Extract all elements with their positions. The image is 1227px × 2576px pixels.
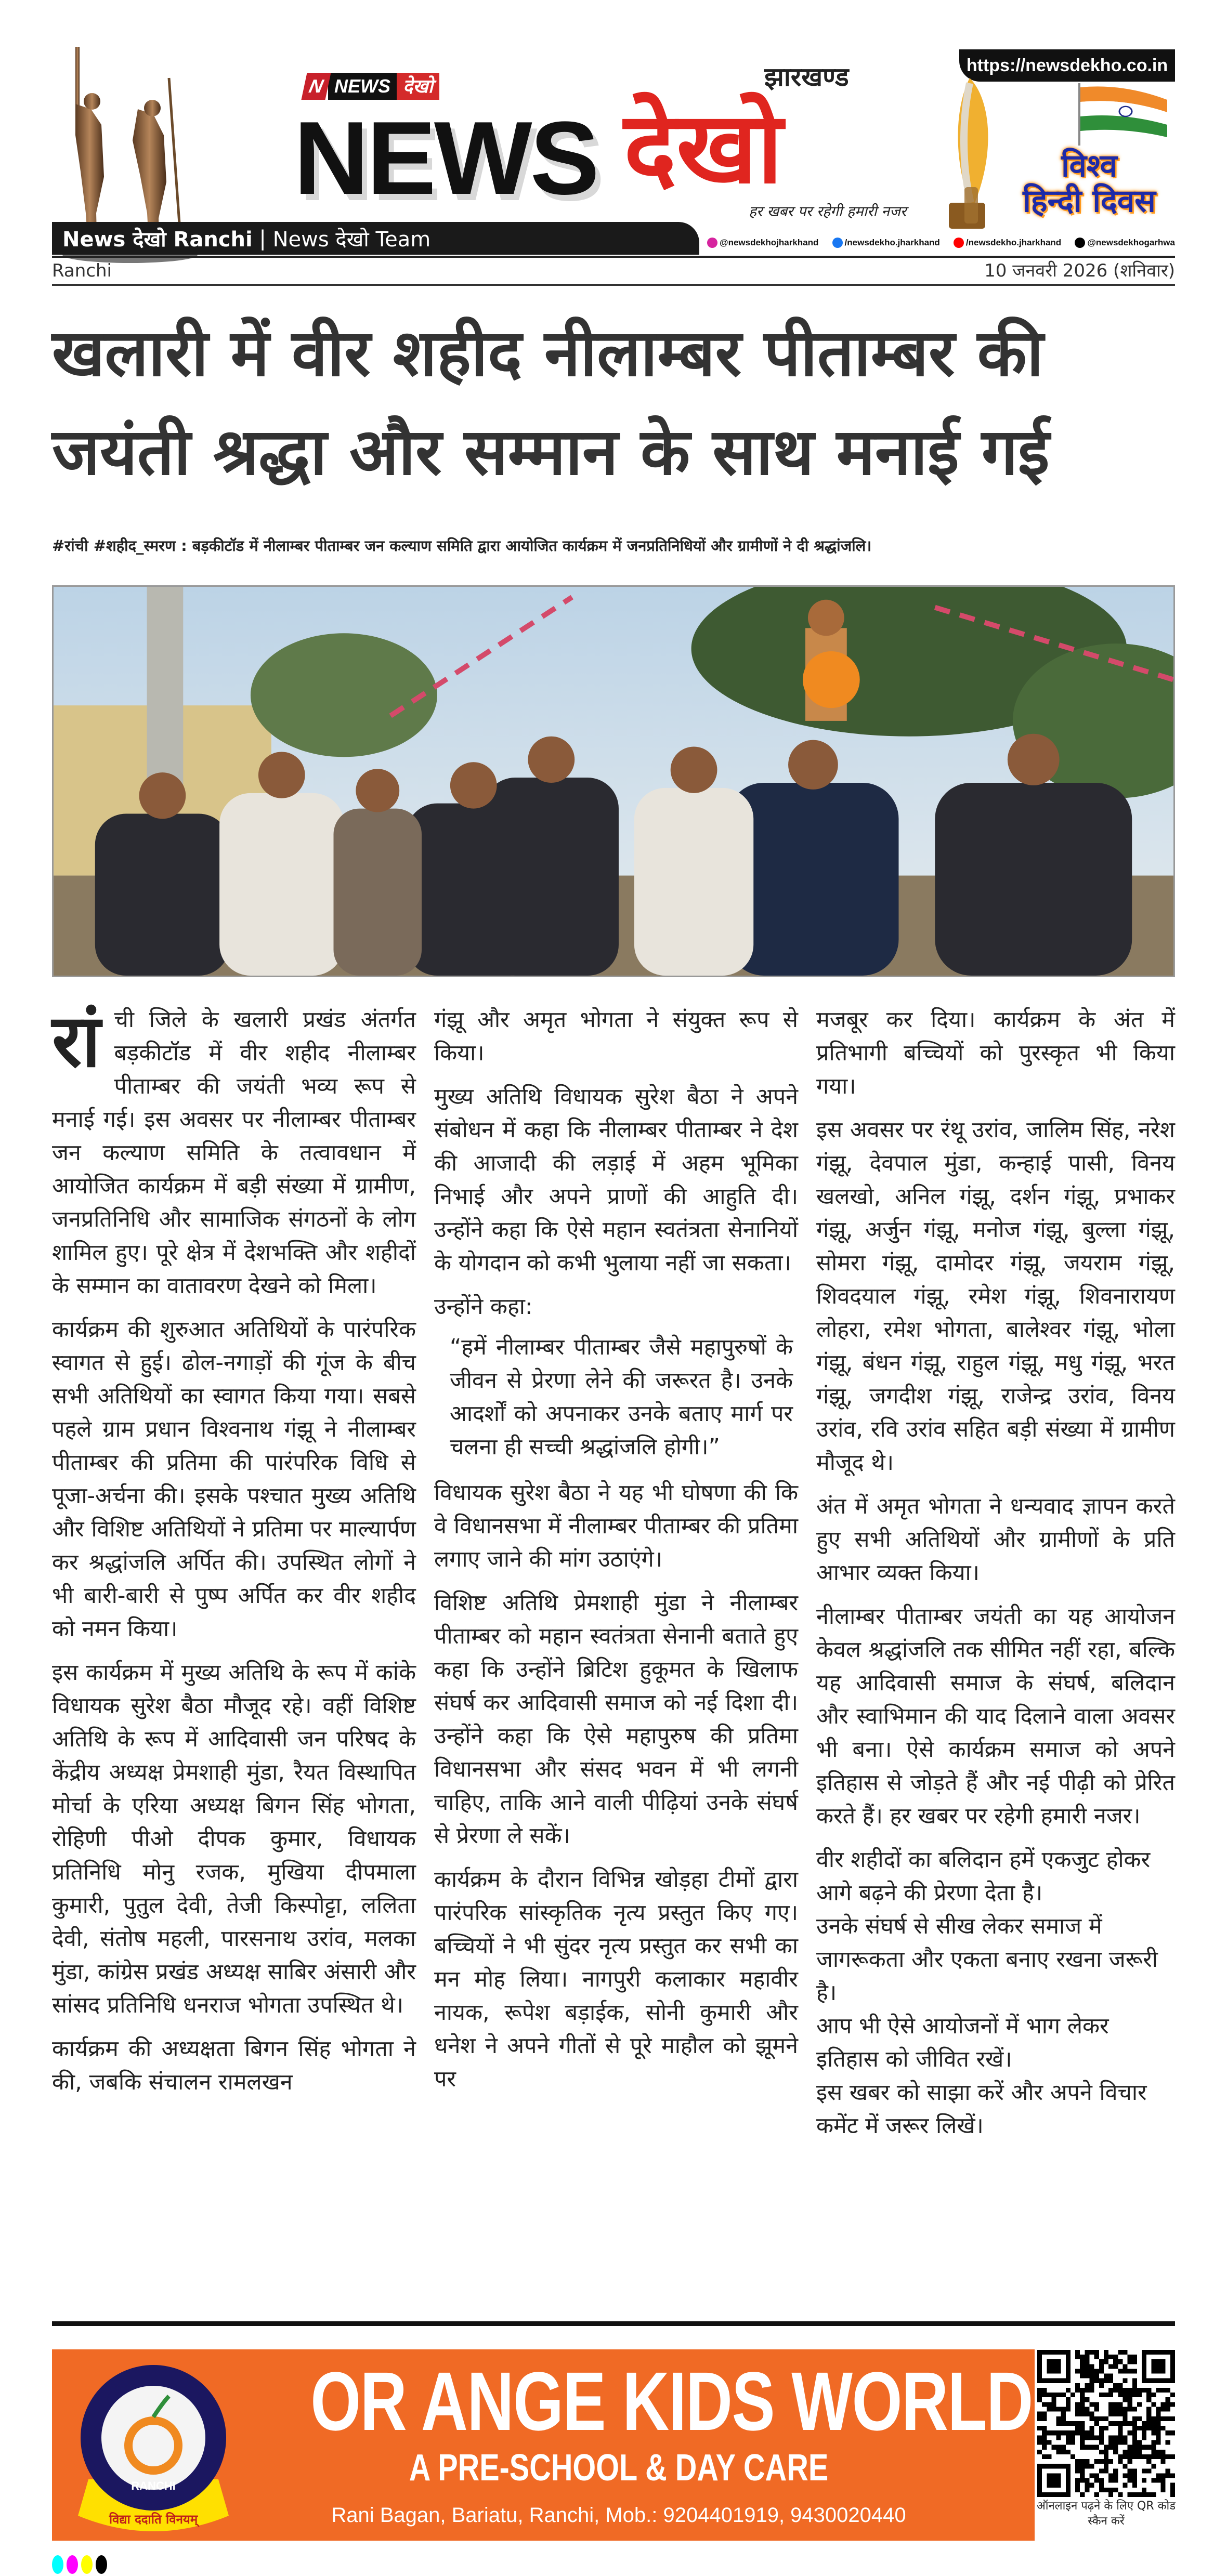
headline-line: जयंती श्रद्धा और सम्मान के साथ मनाई गई xyxy=(52,415,1050,490)
social-handle: /newsdekho.jharkhand xyxy=(844,238,940,247)
ad-title: OR ANGE KIDS WORLD xyxy=(310,2355,1033,2448)
vishwa-hindi-diwas-badge xyxy=(1003,148,1175,219)
magenta-mark xyxy=(67,2555,78,2574)
closing-line: उनके संघर्ष से सीख लेकर समाज में जागरूकता और एकता बनाए रखना जरूरी है। xyxy=(816,1913,1158,2006)
article-column-3 xyxy=(816,1003,1175,2143)
youtube-icon xyxy=(954,238,964,248)
headline-line: खलारी में वीर शहीद नीलाम्बर पीताम्बर की xyxy=(52,316,1043,391)
article-paragraph: कार्यक्रम के दौरान विभिन्न खोड़हा टीमों द्वारा पारंपरिक सांस्कृतिक नृत्य प्रस्तुत किए गए। बच्चियों ने भी सुंदर नृत्य प्रस्तुत कर सभी का मन मोह लिया। नागपुरी कलाकार महावीर नायक, रूपेश बड़ाईक, सोनी कुमारी और धनेश ने अपने गीतों से पूरे माहौल को झूमने पर xyxy=(434,1867,798,2092)
social-instagram[interactable] xyxy=(707,236,818,249)
social-facebook[interactable] xyxy=(832,236,940,249)
logo-news-text: NEWS xyxy=(294,100,597,216)
facebook-icon xyxy=(832,238,843,248)
yellow-mark xyxy=(81,2555,93,2574)
footer-divider xyxy=(52,2321,1175,2326)
badge-n: N xyxy=(301,73,331,100)
article-paragraph xyxy=(52,999,416,1303)
logo-tagline: हर खबर पर रहेगी हमारी नजर xyxy=(749,203,907,220)
article-column-2 xyxy=(434,1003,798,2106)
social-x[interactable] xyxy=(1075,236,1175,249)
article-subheadline: #रांची #शहीद_स्मरण : बड़कीटॉड में नीलाम्बर पीताम्बर जन कल्याण समिति द्वारा आयोजित कार्यक्रम में जनप्रतिनिधियों और ग्रामीणों ने दी श्रद्धांजलि। xyxy=(52,537,872,555)
ad-subtitle: A PRE-SCHOOL & DAY CARE xyxy=(409,2447,829,2489)
paragraph-text: ची जिले के खलारी प्रखंड अंतर्गत बड़कीटॉड में वीर शहीद नीलाम्बर पीताम्बर की जयंती भव्य रूप से मनाई गई। इस अवसर पर नीलाम्बर पीताम्बर जन कल्याण समिति के तत्वावधान में आयोजित कार्यक्रम में बड़ी संख्या में ग्रामीण, जनप्रतिनिधि और सामाजिक संगठनों के लोग शामिल हुए। पूरे क्षेत्र में देशभक्ति और शहीदों के सम्मान का वातावरण देखने को मिला। xyxy=(52,1007,416,1299)
quill-pen-icon xyxy=(938,78,1003,234)
x-icon xyxy=(1075,238,1085,248)
advertisement-banner[interactable] xyxy=(52,2349,1035,2541)
byline-bureau: News देखो Ranchi xyxy=(62,228,253,252)
event-badge-line1: विश्व xyxy=(1061,148,1117,184)
qr-code-image[interactable] xyxy=(1037,2349,1175,2498)
orange-kids-world-logo xyxy=(68,2360,239,2531)
dateline-place: Ranchi xyxy=(52,260,112,281)
black-mark xyxy=(96,2555,107,2574)
drop-cap: रां xyxy=(52,999,101,1084)
print-registration-marks xyxy=(52,2555,107,2574)
website-url-link[interactable]: https://newsdekho.co.in xyxy=(959,49,1175,82)
event-badge-line2: हिन्दी दिवस xyxy=(1023,183,1156,219)
instagram-icon xyxy=(707,238,717,248)
closing-line: वीर शहीदों का बलिदान हमें एकजुट होकर आगे बढ़ने की प्रेरणा देता है। xyxy=(816,1847,1151,1906)
article-paragraph: उन्होंने कहा: xyxy=(434,1294,533,1320)
article-paragraph: इस अवसर पर रंथू उरांव, जालिम सिंह, नरेश गंझू, देवपाल मुंडा, कन्हाई पासी, विनय खलखो, अनिल गंझू, दर्शन गंझू, प्रभाकर गंझू, अर्जुन गंझू, मनोज गंझू, बुल्ला गंझू, सोमरा गंझू, दामोदर गंझू, जयराम गंझू, शिवदयाल गंझू, रमेश गंझू, शिवनारायण लोहरा, रमेश भोगता, बालेश्वर गंझू, भोला गंझू, बंधन गंझू, राहुल गंझू, मधु गंझू, भरत गंझू, जगदीश गंझू, राजेन्द्र उरांव, विनय उरांव, रवि उरांव सहित बड़ी संख्या में ग्रामीण मौजूद थे। xyxy=(816,1117,1175,1476)
byline-separator: | xyxy=(252,226,273,251)
article-headline xyxy=(52,304,1175,502)
social-handle: @newsdekhogarhwa xyxy=(1087,238,1175,247)
article-paragraph: इस कार्यक्रम में मुख्य अतिथि के रूप में कांके विधायक सुरेश बैठा मौजूद रहे। वहीं विशिष्ट अतिथि के रूप में आदिवासी जन परिषद के केंद्रीय अध्यक्ष प्रेमशाही मुंडा, रैयत विस्थापित मोर्चा के एरिया अध्यक्ष बिगन सिंह भोगता, रोहिणी पीओ दीपक कुमार, विधायक प्रतिनिधि मोनु रजक, मुखिया दीपमाला कुमारी, पुतुल देवी, तेजी किस्पोट्टा, ललिता देवी, संतोष महली, पारसनाथ उरांव, मलका मुंडा, कांग्रेस प्रखंड अध्यक्ष साबिर अंसारी और सांसद प्रतिनिधि धनराज भोगता उपस्थित थे। xyxy=(52,1660,416,2018)
dateline-date: 10 जनवरी 2026 (शनिवार) xyxy=(984,260,1175,281)
article-paragraph: कार्यक्रम की शुरुआत अतिथियों के पारंपरिक स्वागत से हुई। ढोल-नगाड़ों की गूंज के बीच सभी अतिथियों का स्वागत किया गया। सबसे पहले ग्राम प्रधान विश्वनाथ गंझू ने नीलाम्बर पीताम्बर की प्रतिमा की पारंपरिक विधि से पूजा-अर्चना की। इसके पश्चात मुख्य अतिथि और विशिष्ट अतिथियों ने प्रतिमा पर माल्यार्पण कर श्रद्धांजलि अर्पित की। उपस्थित लोगों ने भी बारी-बारी से पुष्प अर्पित कर वीर शहीद को नमन किया। xyxy=(52,1317,416,1642)
dateline-divider xyxy=(52,284,1175,286)
newsdekho-small-badge xyxy=(304,73,439,100)
logo-dekho-text: देखो xyxy=(624,90,783,205)
social-youtube[interactable] xyxy=(954,236,1061,249)
byline-team: News देखो Team xyxy=(272,228,431,252)
social-handle: @newsdekhojharkhand xyxy=(720,238,819,247)
article-paragraph: अंत में अमृत भोगता ने धन्यवाद ज्ञापन करते हुए सभी अतिथियों और ग्रामीणों के प्रति आभार व्यक्त किया। xyxy=(816,1493,1175,1586)
closing-line: इस खबर को साझा करें और अपने विचार कमेंट में जरूर लिखें। xyxy=(816,2080,1147,2139)
byline-banner xyxy=(52,222,699,255)
article-paragraph: नीलाम्बर पीताम्बर जयंती का यह आयोजन केवल श्रद्धांजलि तक सीमित नहीं रहा, बल्कि यह आदिवासी समाज के संघर्ष, बलिदान और स्वाभिमान की याद दिलाने वाला अवसर भी बना। ऐसे कार्यक्रम समाज को अपने इतिहास से जोड़ते हैं और नई पीढ़ी को प्रेरित करते हैं। हर खबर पर रहेगी हमारी नजर। xyxy=(816,1604,1175,1829)
india-flag-icon xyxy=(1076,83,1170,146)
article-paragraph: मुख्य अतिथि विधायक सुरेश बैठा ने अपने संबोधन में कहा कि नीलाम्बर पीताम्बर ने देश की आजादी की लड़ाई में अहम भूमिका निभाई और अपने प्राणों की आहुति दी। उन्होंने कहा कि ऐसे महान स्वतंत्रता सेनानियों के योगदान को कभी भुलाया नहीं जा सकता। xyxy=(434,1084,798,1276)
article-quote: “हमें नीलाम्बर पीताम्बर जैसे महापुरुषों के जीवन से प्रेरणा लेने की जरूरत है। उनके आदर्शों को अपनाकर उनके बताए मार्ग पर चलना ही सच्ची श्रद्धांजलि होगी।” xyxy=(450,1334,793,1460)
badge-dekho: देखो xyxy=(397,73,439,100)
article-paragraph: गंझू और अमृत भोगता ने संयुक्त रूप से किया। xyxy=(434,1007,798,1066)
article-photo xyxy=(52,585,1175,977)
header-divider xyxy=(52,256,1175,258)
badge-news: NEWS xyxy=(328,73,397,100)
article-paragraph: कार्यक्रम की अध्यक्षता बिगन सिंह भोगता ने की, जबकि संचालन रामलखन xyxy=(52,2036,416,2095)
qr-caption: ऑनलाइन पढ़ने के लिए QR कोड स्कैन करें xyxy=(1036,2500,1176,2528)
logo-motto-text: विद्या ददाति विनयम् xyxy=(109,2512,198,2527)
logo-city-text: RANCHI xyxy=(131,2479,176,2492)
social-handle: /newsdekho.jharkhand xyxy=(965,238,1062,247)
social-handles xyxy=(707,236,1175,249)
logo-state-text: झारखण्ड xyxy=(764,62,849,92)
cyan-mark xyxy=(52,2555,63,2574)
article-column-1 xyxy=(52,999,416,2109)
article-paragraph: विधायक सुरेश बैठा ने यह भी घोषणा की कि वे विधानसभा में नीलाम्बर पीताम्बर की प्रतिमा लगाए जाने की मांग उठाएंगे। xyxy=(434,1480,798,1572)
article-paragraph: विशिष्ट अतिथि प्रेमशाही मुंडा ने नीलाम्बर पीताम्बर को महान स्वतंत्रता सेनानी बताते हुए कहा कि उन्होंने ब्रिटिश हुकूमत के खिलाफ संघर्ष कर आदिवासी समाज को नई दिशा दी। उन्होंने कहा कि ऐसे महापुरुष की प्रतिमा विधानसभा और संसद भवन में भी लगनी चाहिए, ताकि आने वाली पीढ़ियां उनके संघर्ष से प्रेरणा ले सकें। xyxy=(434,1590,798,1849)
closing-line: आप भी ऐसे आयोजनों में भाग लेकर इतिहास को जीवित रखें। xyxy=(816,2013,1109,2072)
ad-address: Rani Bagan, Bariatu, Ranchi, Mob.: 9204401919, 9430020440 xyxy=(331,2504,906,2527)
article-paragraph: मजबूर कर दिया। कार्यक्रम के अंत में प्रतिभागी बच्चियों को पुरस्कृत भी किया गया। xyxy=(816,1007,1175,1099)
